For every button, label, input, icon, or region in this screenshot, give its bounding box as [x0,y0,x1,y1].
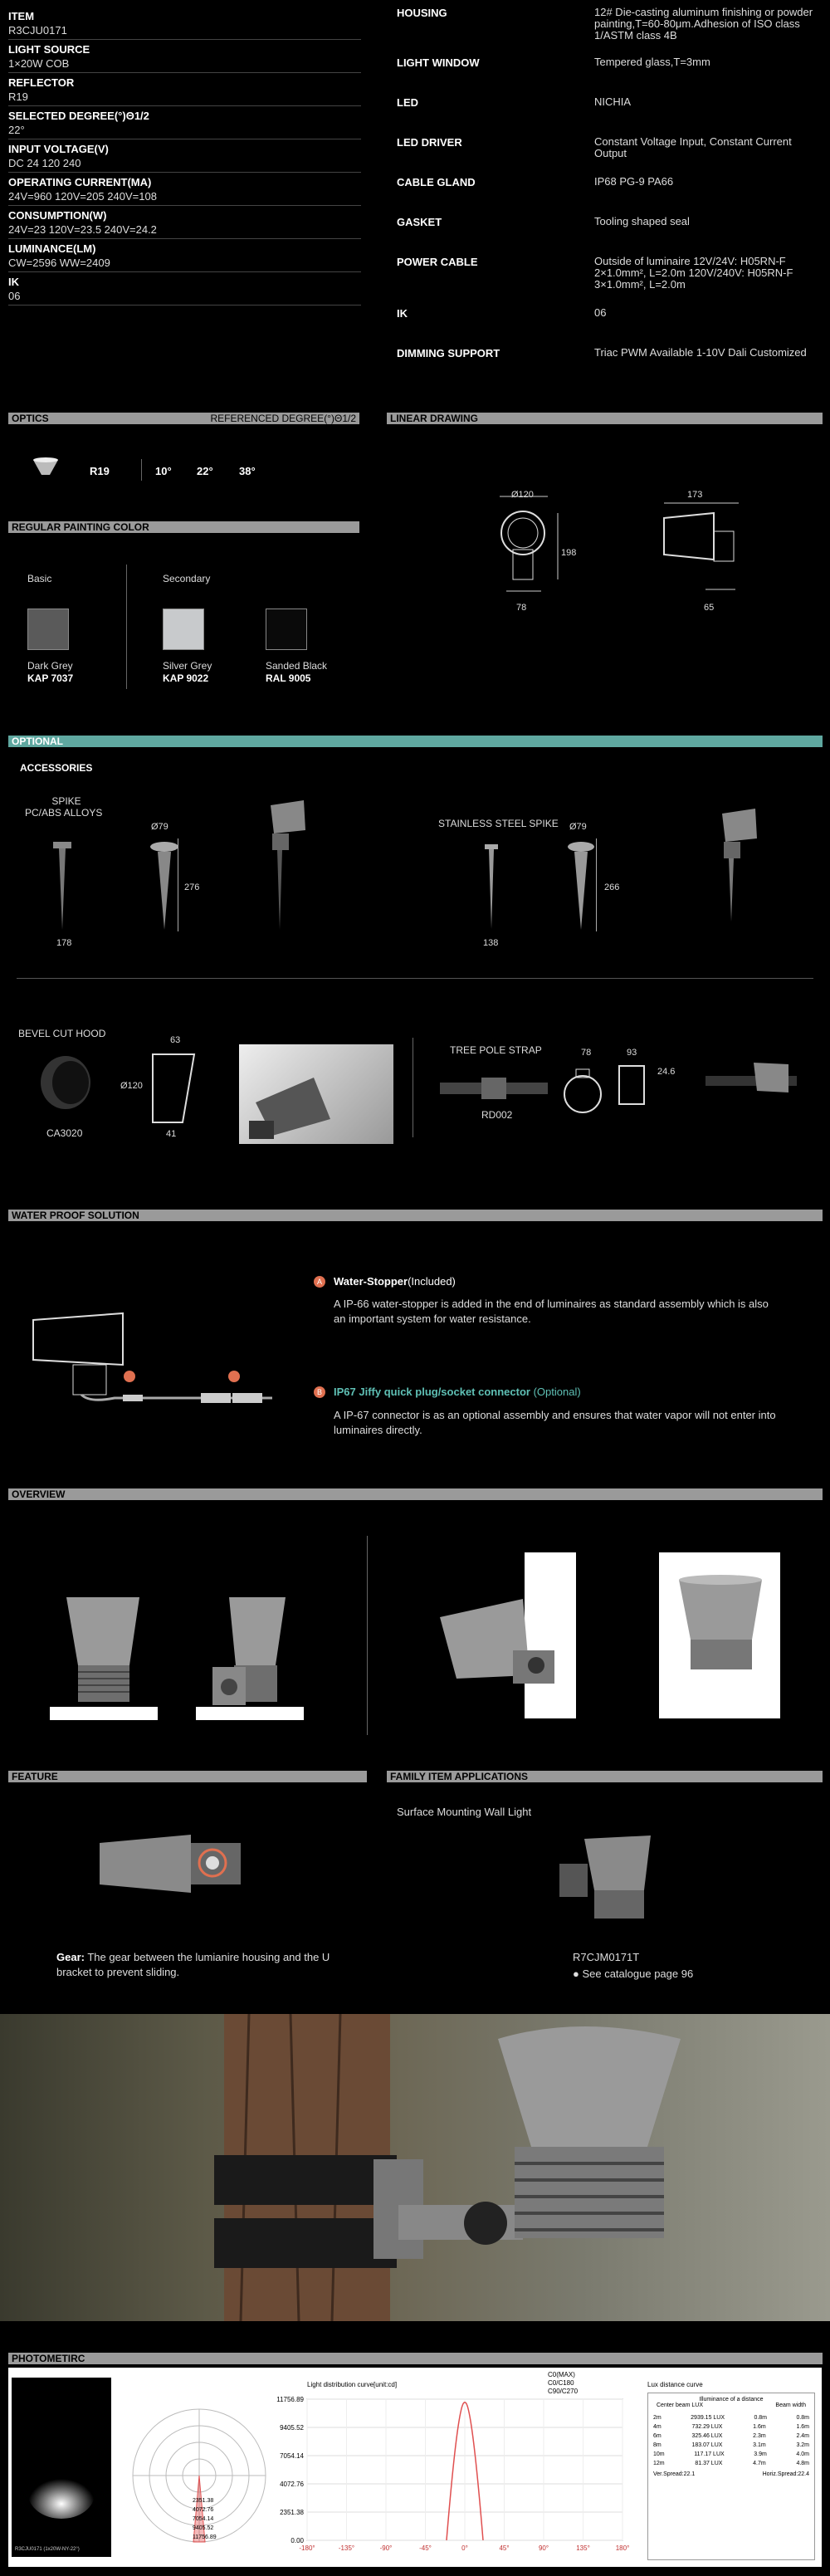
accessories-title: ACCESSORIES [20,762,93,774]
family-subtitle: Surface Mounting Wall Light [397,1806,532,1818]
water-b-note: (Optional) [533,1386,581,1398]
lux-col-width: Beam width [775,2402,806,2408]
dim-length: 173 [687,490,703,500]
lux-cell: 3.1m [753,2442,766,2448]
strap-thickness-dim: 24.6 [657,1067,676,1077]
strap-luminaire-image [706,1063,797,1108]
y-tick-label: 9405.52 [280,2424,304,2432]
x-tick-label: 45° [499,2544,510,2552]
spec-key: LED [397,96,418,109]
lux-cell: 2.4m [796,2433,809,2439]
x-tick-label: -135° [338,2544,355,2552]
color-name: Sanded Black [266,660,328,672]
water-title: WATER PROOF SOLUTION [12,1210,139,1221]
spec-row [8,272,361,306]
hood-depth-dim: 63 [170,1035,181,1045]
strap-length-dim: 93 [627,1048,637,1058]
spec-row [397,96,824,136]
feature-title: FEATURE [12,1771,58,1782]
steel-luminaire-image [706,805,764,934]
water-a-title: Water-Stopper [334,1275,408,1288]
spec-key: HOUSING [397,7,447,19]
dim-width: 78 [516,603,527,613]
spec-table-left [8,7,361,306]
spec-key: OPERATING CURRENT(MA) [8,176,152,188]
lux-cell: 4.7m [753,2461,766,2466]
lux-cell: 6m [653,2433,662,2439]
lux-cell: 2939.15 LUX [691,2415,725,2421]
x-tick-label: 180° [615,2544,630,2552]
family-title: FAMILY ITEM APPLICATIONS [390,1771,529,1782]
spec-value: 22° [8,124,25,136]
color-code: RAL 9005 [266,672,311,684]
lux-cell: 3.2m [796,2442,809,2448]
water-a-text: A IP-66 water-stopper is added in the end of luminaires as standard assembly which is also an important system for water resistance. [334,1298,769,1325]
steel-spike-drawing [483,843,500,938]
overview-angle-image [432,1592,573,1713]
spec-value: 06 [594,306,607,319]
spec-value: DC 24 120 240 [8,157,81,169]
swatch-silver-grey [163,609,204,650]
degree-10: 10° [155,465,172,477]
color-name: Silver Grey [163,660,212,672]
spike-diameter-dim: Ø79 [151,822,168,832]
x-tick-label: -45° [419,2544,432,2552]
lux-table [647,2393,815,2560]
spec-row [8,239,361,272]
photometric-title: PHOTOMETIRC [12,2353,85,2364]
color-code: KAP 7037 [27,672,74,684]
x-tick-label: 90° [538,2544,549,2552]
lux-cell: 81.37 LUX [695,2461,723,2466]
polar-tick: 2351.38 [193,2498,214,2504]
hood-photo [239,1044,393,1144]
spec-value: CW=2596 WW=2409 [8,257,110,269]
curve-title: Light distribution curve[unit:cd] [307,2381,398,2388]
spec-row [397,347,824,387]
overview-title: OVERVIEW [12,1488,66,1500]
legend-item: C0/C180 [548,2379,574,2387]
steel-height-dim: 266 [604,882,620,892]
x-tick-label: -180° [299,2544,315,2552]
swatch-dark-grey [27,609,69,650]
strap-code: RD002 [481,1109,513,1121]
x-tick-label: 0° [461,2544,468,2552]
spec-value: 12# Die-casting aluminum finishing or powder painting,T=60-80μm.Adhesion of ISO class 1/ASTM class 4B [594,6,813,42]
optics-reference: REFERENCED DEGREE(°)Θ1/2 [210,413,356,424]
spec-value: Outside of luminaire 12V/24V: H05RN-F 2×1.0mm², L=2.0m 120V/240V: H05RN-F 3×1.0mm², L=2.0m [594,255,793,291]
water-diagram [23,1312,289,1415]
y-tick-label: 4072.76 [280,2481,304,2488]
spec-value: Triac PWM Available 1-10V Dali Customized [594,346,807,359]
spec-row [8,73,361,106]
photometric-header [8,2353,823,2364]
degree-38: 38° [239,465,256,477]
feature-bold: Gear: [56,1951,85,1963]
overview-header [8,1488,823,1500]
degree-22: 22° [197,465,213,477]
water-b-tag: B [314,1386,325,1398]
polar-ticks [193,2496,217,2542]
feature-header [8,1771,367,1782]
overview-rear-image [671,1573,770,1702]
spec-value: R3CJU0171 [8,24,67,37]
spec-value: 1×20W COB [8,57,70,70]
polar-tick: 4072.76 [193,2507,214,2513]
spec-row [397,176,824,216]
y-tick-label: 2351.38 [280,2509,304,2516]
lux-row [648,2450,814,2459]
lux-cell: 2.3m [753,2433,766,2439]
spec-table-right [397,7,824,387]
spec-row [397,256,824,307]
lux-cell: 12m [653,2461,665,2466]
hood-label: BEVEL CUT HOOD [18,1028,106,1039]
spec-key: POWER CABLE [397,256,478,268]
spec-row [397,56,824,96]
spec-key: CABLE GLAND [397,176,476,188]
x-tick-label: 135° [576,2544,590,2552]
spec-key: CONSUMPTION(W) [8,209,107,222]
spec-row [8,206,361,239]
spike-luminaire-image [254,797,312,942]
spec-key: IK [397,307,408,320]
spike-label: SPIKE [51,795,81,807]
optics-title: OPTICS [12,413,49,424]
spec-key: LUMINANCE(LM) [8,242,96,255]
lux-title: Lux distance curve [647,2381,703,2388]
steel-length-dim: 138 [483,938,499,948]
family-product-image [548,1831,664,1934]
lux-cell: 117.17 LUX [694,2451,725,2457]
water-a-tag: A [314,1276,325,1288]
basic-label: Basic [27,573,52,584]
feature-text: The gear between the lumianire housing and the U bracket to prevent sliding. [56,1951,330,1978]
lux-header: Illuminance of a distance [699,2397,764,2402]
steel-spike-front [564,838,598,942]
lux-cell: 732.29 LUX [691,2424,723,2430]
spec-row [397,216,824,256]
optional-title: OPTIONAL [12,736,63,747]
lux-cell: 0.8m [754,2415,768,2421]
water-header [8,1210,823,1221]
color-code: KAP 9022 [163,672,209,684]
dim-diameter: Ø120 [511,490,534,500]
lux-cell: 10m [653,2451,665,2457]
color-name: Dark Grey [27,660,73,672]
spec-key: LIGHT SOURCE [8,43,90,56]
lux-row [648,2413,814,2422]
legend-item: C90/C270 [548,2388,579,2395]
spec-row [397,7,824,56]
lux-cell: 4m [653,2424,662,2430]
water-a-note: (Included) [408,1275,456,1288]
side-view-drawing [656,498,755,602]
optics-header [8,413,359,424]
steel-spike-label: STAINLESS STEEL SPIKE [438,818,559,829]
spec-value: Tooling shaped seal [594,215,690,227]
spec-row [8,40,361,73]
swatch-sanded-black [266,609,307,650]
lux-cell: 1.6m [796,2424,809,2430]
lux-row [648,2432,814,2441]
spec-value: NICHIA [594,95,632,108]
strap-width-dim: 78 [581,1048,592,1058]
polar-tick: 7054.14 [193,2516,214,2522]
spec-key: IK [8,276,19,288]
lux-cell: 3.9m [754,2451,767,2457]
secondary-label: Secondary [163,573,211,584]
thumb-label: R3CJU0171 (1x20W-NY-22°) [15,2547,80,2552]
spec-value: IP68 PG-9 PA66 [594,175,674,188]
feature-gear-image [91,1826,266,1914]
spec-row [8,106,361,139]
spike-height-dim: 276 [184,882,200,892]
spec-key: GASKET [397,216,442,228]
spec-row [8,139,361,173]
photometric-area [8,2368,822,2567]
dim-bracket: 65 [704,603,715,613]
spike-drawing-front [148,838,181,942]
lux-row [648,2441,814,2450]
hood-diameter-dim: Ø120 [120,1081,143,1091]
hood-image [37,1054,95,1117]
spec-row [8,7,361,40]
overview-side-image [196,1592,304,1729]
spec-key: INPUT VOLTAGE(V) [8,143,109,155]
hood-code: CA3020 [46,1127,83,1139]
y-tick-label: 7054.14 [280,2452,304,2460]
lux-cell: 4.8m [796,2461,809,2466]
spec-row [397,136,824,176]
painting-title: REGULAR PAINTING COLOR [12,521,149,533]
lux-foot-ver: Ver.Spread:22.1 [653,2471,696,2477]
spike-length-dim: 178 [56,938,72,948]
reflector-icon [32,457,60,482]
spec-value: Tempered glass,T=3mm [594,56,710,68]
lux-foot-hor: Horiz.Spread:22.4 [762,2471,809,2477]
family-code: R7CJM0171T [573,1951,640,1963]
lux-cell: 325.46 LUX [691,2433,723,2439]
spec-value: R19 [8,90,28,103]
linear-title: LINEAR DRAWING [390,413,478,424]
linear-header [387,413,823,424]
x-tick-label: -90° [379,2544,393,2552]
water-b-title: IP67 Jiffy quick plug/socket connector [334,1386,530,1398]
painting-header [8,521,359,533]
reflector-label: R19 [90,465,110,477]
dim-height: 198 [561,548,577,558]
lux-cell: 2m [653,2415,662,2421]
hood-drawing [149,1053,199,1132]
overview-front-image [50,1592,158,1729]
spec-value: 24V=960 120V=205 240V=108 [8,190,157,203]
water-b-text: A IP-67 connector is as an optional assembly and ensures that water vapor will not enter into luminaires directly. [334,1409,776,1436]
family-ref: ● See catalogue page 96 [573,1967,694,1980]
lux-cell: 4.0m [796,2451,809,2457]
spec-key: REFLECTOR [8,76,75,89]
spec-key: SELECTED DEGREE(°)Θ1/2 [8,110,149,122]
lux-cell: 183.07 LUX [691,2442,723,2448]
application-photo [0,2014,830,2321]
spec-key: LIGHT WINDOW [397,56,480,69]
spec-row [8,173,361,206]
lux-row [648,2422,814,2432]
hood-bottom-dim: 41 [166,1129,177,1139]
beam-thumbnail [12,2378,111,2557]
polar-tick: 9405.52 [193,2525,214,2531]
light-distribution-chart [266,2391,631,2565]
legend-item: C0(MAX) [548,2371,575,2378]
y-tick-label: 0.00 [290,2537,304,2544]
y-tick-label: 11756.89 [276,2396,304,2403]
spec-value: 06 [8,290,21,302]
strap-side-drawing [616,1063,649,1117]
lux-cell: 8m [653,2442,662,2448]
spec-value: Constant Voltage Input, Constant Current Output [594,135,792,159]
strap-label: TREE POLE STRAP [450,1044,542,1056]
strap-circle-drawing [563,1066,604,1120]
lux-col-center: Center beam LUX [657,2402,704,2408]
spec-value: 24V=23 120V=23.5 240V=24.2 [8,223,157,236]
polar-tick: 11756.89 [193,2534,217,2540]
spec-key: DIMMING SUPPORT [397,347,500,359]
spike-drawing [50,838,75,942]
spec-key: LED DRIVER [397,136,462,149]
steel-diameter-dim: Ø79 [569,822,587,832]
spec-row [397,307,824,347]
spec-key: ITEM [8,10,35,22]
family-header [387,1771,823,1782]
strap-image [440,1076,548,1105]
spike-material: PC/ABS ALLOYS [25,807,103,819]
lux-cell: 0.8m [796,2415,809,2421]
lux-cell: 1.6m [753,2424,766,2430]
lux-row [648,2459,814,2468]
optional-header [8,736,823,747]
